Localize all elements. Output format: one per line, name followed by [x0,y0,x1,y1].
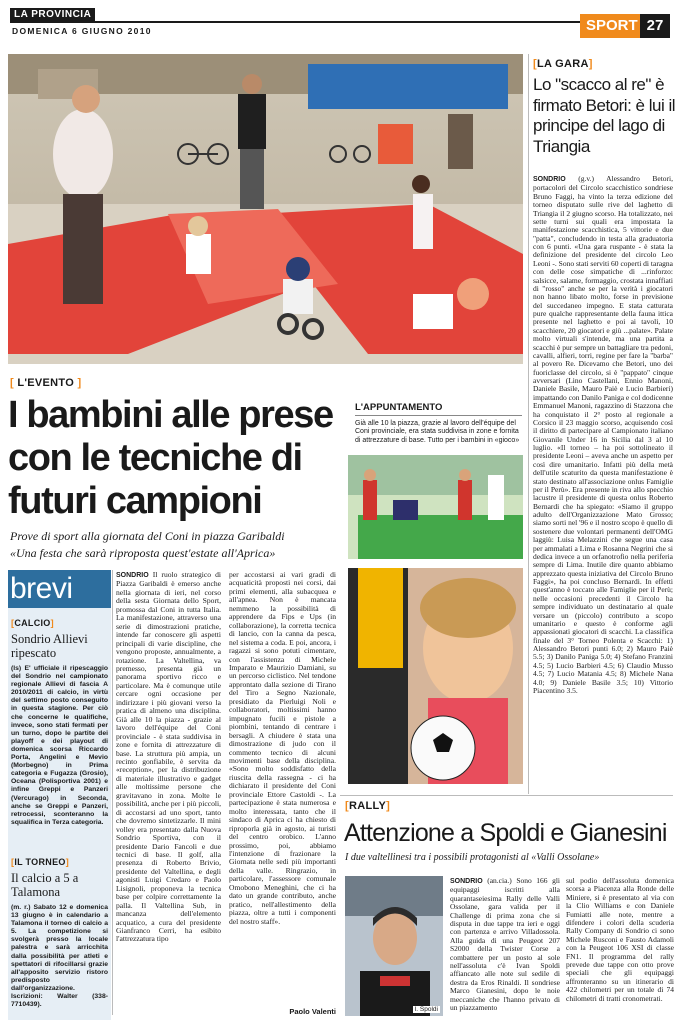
rally-body-col1 [450,877,560,1017]
brevi-sidebar [8,570,111,1020]
section-label [580,14,670,38]
gara-headline: Lo "scacco al re" è firmato Betori: è lui il principe del lago di Triangia [533,75,675,156]
rally-tag: [RALLY] [345,800,391,812]
evento-tag: [ L'EVENTO ] [10,377,82,389]
rally-headline: Attenzione a Spoldi e Gianesini [344,819,667,847]
appuntamento-photo-1 [348,455,523,559]
brevi-title: brevi [8,570,111,608]
evento-text-2: per accostarsi ai vari gradi di acquaticità proposti nei corsi, dai primi elementi, alla subacquea e all'apnea. Non è mancata nemmeno la possibilità di apprendere da Fips e Ups (in collaborazione), la corretta tecnica di lancio, con la canna da pesca, nel sistema a coda. E poi, ancora, i ragazzi si sono potuti cimentare, con l'assistenza di Michele Imparato e Maurizio Damiani, su un percorso ciclistico. Nel tendone approntato dalla sezione di Tirano del Tiro a Segno Nazionale, presidiato da Pierluigi Noli e collaboratori, moltissimi hanno impugnato fucili e pistole a piombini, tentando di centrare i bersagli. A chiudere è stata una dimostrazione di judo con il commento tecnico di alcuni movimenti base della disciplina. «Sono molto soddisfatto della riuscita della rassegna - ci ha dichiarato il presidente del Coni provinciale Ettore Castoldi -. La partecipazione è stata numerosa e molto interessata, tanto che il sindaco di Aprica ci ha chiesto di riproporla già in agosto, ai turisti del centro orobico. L'anno prossimo, poi, abbiamo l'intenzione di frazionare la Giornata nelle sedi più importanti della valle. Ringrazio, in particolare, l'assessore comunale Omobono Meneghini, che ci ha dato un grande contributo, anche pratico, nell'allestimento della piazza, oltre a tutti i componenti del nostro staff». [229,570,336,926]
rally-tag-label: RALLY [348,800,387,812]
col-rule-1 [112,570,113,1015]
masthead [10,8,670,48]
brevi-headline-torneo: Il calcio a 5 a Talamona [11,871,79,899]
rally-dateline: SONDRIO [450,878,483,885]
evento-subhead-1: Prove di sport alla giornata del Coni in piazza Garibaldi [10,529,285,543]
appuntamento-photo-2 [348,568,523,784]
rally-photo [345,876,443,1016]
child-ball-photo [348,568,523,784]
gara-body [533,175,673,787]
brevi-tag-calcio: [CALCIO] [11,618,54,628]
evento-dateline: SONDRIO [116,572,149,579]
evento-body-col1 [116,571,221,1019]
gara-dateline: SONDRIO [533,176,566,183]
col-rule-2 [528,54,529,794]
evento-headline: I bambini alle prese con le tecniche di futuri campioni [8,394,333,522]
evento-text-1: Il ruolo strategico di Piazza Garibaldi è emerso anche nella giornata di ieri, nel corso della sesta Giornata dello Sport, promossa dal Coni in tutta Italia. La manifestazione, attraverso una serie di dimostrazioni pratiche, intende far conoscere gli aspetti principali di varie discipline, che vengono proposte, annualmente, a rotazione. La Valtellina, va premesso, presenta già un panorama sportivo ricco e particolare. Ma è comunque utile cercare ogni occasione per indirizzare i più giovani verso la pratica di almeno una disciplina. Già alle 10 la piazza - grazie al lavoro dell'équipe del Coni provinciale - è stata suddivisa in zone e fornita di attrezzature di base. La struttura più ampia, un recinto gonfiabile, è servita da «reception», per la distribuzione di materiale illustrativo e gadget alle moltissime persone che gravitavano in zona. Molte le possibilità, anche per i più piccoli, di accostarsi ad uno sport, tanto che dovremo sintetizzarle. Il mini volley era presentato dalla Nuova Sondrio Sportiva, con il presidente Dario Fancoli e due tecnici di base. Il golf, alla presenza di Roberto Brivio, presidente del Valtellina, e degli agonisti Luigi Credaro e Paolo Lisignoli, proponeva la tecnica base per colpire correttamente la palla. Il Valtellina Sub, in mancanza dell'elemento acquatico, a cura del presidente Gianfranco Cerri, ha esibito l'attrezzatura tipo [116,570,221,944]
gara-tag: [LA GARA] [533,58,593,70]
appuntamento-title: L'APPUNTAMENTO [355,402,522,416]
appuntamento-box [355,402,522,445]
masthead-date: DOMENICA 6 GIUGNO 2010 [12,26,152,36]
brevi-text-calcio: (ls) E' ufficiale il ripescaggio del Sondrio nel campionato regionale Allievi di fascia A 2010/2011 di calcio, in virtù del settimo posto conseguito in questa stagione. Per ciò che concerne le qualifiche, invece, sono stati fermati per un turno, dopo le partite dei playoff e dei playout di domenica scorsa Riccardo Porta, Angelini e Mevio (Morbegno) in Prima categoria e Fugazza (Grosio), Oceana (Polisportiva 2001) e infine Greppi e Panzeri (Vercurago) in Seconda, anche se Greppi e Panzeri, retrocessi, sconteranno la squalifica in Terza categoria. [11,665,108,826]
rally-photo-caption: I. Spoldi [414,1006,438,1013]
brevi-text-torneo: (m. r.) Sabato 12 e domenica 13 giugno è in calendario a Talamona il torneo di calcio a 5. La competizione si svolgerà presso la locale palestra e sarà arricchita dalla possibilità per atleti e spettatori di rifocillarsi grazie all'apposito servizio ristoro predisposto dall'organizzazione. Iscrizioni: Walter (338-7710439). [11,904,108,1009]
main-photo-image [8,54,523,364]
judo-photo [348,455,523,559]
paper-name: LA PROVINCIA [10,8,95,21]
rally-text-1: (an.cia.) Sono 166 gli equipaggi iscritti alla quarantaseiesima Rally delle Valli Ossolane, gara valida per il Challenge di prima zona che si disputa in due tappe tra ieri e oggi con partenza e arrivo Villadossola. Alla guida di una Peugeot 207 S2000 della Twister Corse a combattere per un posto al sole nell'assoluta c'è Ivan Spoldi affiancato alle note sul sedile di destra da Eros Rinaldi. Il sondriese Marco Gianesini, dopo le noie meccaniche che l'hanno privato di un piazzamento [450,876,560,1013]
gara-tag-label: LA GARA [536,58,589,70]
evento-subhead-2: «Una festa che sarà riproposta quest'estate all'Aprica» [10,546,276,560]
appuntamento-text: Già alle 10 la piazza, grazie al lavoro dell'équipe del Coni provinciale, era stata suddivisa in zone e fornita di attrezzature di base. Tutto per i bambini in «gioco» [355,420,520,444]
section-name: SPORT [586,17,638,34]
rally-body-col2 [566,877,674,1017]
brevi-tag-torneo: [IL TORNEO] [11,857,69,867]
evento-tag-label: L'EVENTO [17,377,75,389]
driver-portrait [345,876,443,1016]
rally-text-2: sul podio dell'assoluta domenica scorsa a Piacenza alla Ronde delle Miniere, si è presentato al via con la Clio Williams e con Daniele Fumiatti alle note, mentre a difendere i colori della scuderia Rally Company di Sondrio ci sono Michele Rusconi e Fausto Adamoli con la Peugeot 106 XSI di classe FN1. Il programma del rally prevede due tappe con otto prove speciali che gli equipaggi affronteranno su un itinerario di 422 chilometri per un totale di 74 chilometri di tratti cronometrati. [566,876,674,1003]
gara-text: (g.v.) Alessandro Betori, portacolori del Circolo scacchistico sondriese Bruno Faggi, ha vinto la terza edizione del torneo disputato sulle rive del laghetto di Triangia il 2 giugno scorso. Ha totalizzato, nei sette turni sui quali era impostata la manifestazione scacchistica, 5 vittorie e due "patta", concludendo in testa alla graduatoria con 6 punti. «Una gara ruspante - è stata la definizione del presidente del circolo Leo Leoni -. Sono stati serviti 60 coperti di taragna con delle cose simpatiche di ...rinforzo: salsicce, salame, formaggio, crostata innaffiati di "rosso" anche se per la verità i giocatori non hanno libato molto, forse in previsione del succedaneo impegno. E stata catturata pure qualche rappresentante della fauna ittica presente nel laghetto e poi ai tavoli, 10 scacchiere, 20 giocatori e giù ...palate». Palate molto virtuali s'intende, ma una partita a scacchi è pur sempre un battagliare tra pedoni, cavalli, alfieri, torri, regine per fare la "barba" al povero Re. Dicevamo che Betori, uno dei fuoriclasse del circolo, si è "pappato" cinque avversari (Lino Castellani, Ennio Manoni, Daniele Basile, Mauro Paiè e Lucio Barbieri) impattando con Danilo Paniga e col dodicenne Emmanuel Manoni, ragazzino di Stazzona che ha conquistato il 2° posto al regionale a Corsico il 23 maggio scorso, acquisendo così il diritto di partecipare al Campionato italiano Giovanile Under 16 in Sicilia dal 3 al 10 luglio. «Il torneo – ha poi sottolineato il presidente Leoni – aveva anche un aspetto per così dire umanitario. Infatti più della metà dell'utile scaturito da questa manifestazione è stato destinato all'associazione onlus Famiglie per il Perù». Era presente in riva allo specchio lacustre il presidente di questa onlus Roberto Bernardi che ha spiegato: «Siamo il gruppo adulto dell'Organizzazione Mato Grosso; siamo sorti nel '96 e il nostro scopo è quello di sostenere due volontari permanenti dell'OMG laggiù: Luisa Melazzini che segue una casa per ammalati a Lima e Rosanna Negrini che si dedica invece a un orfanotrofio nella periferia sempre di Lima. Inutile dire quanto abbiamo apprezzato questa iniziativa del Circolo Bruno Faggi», ha poi concluso Bernardi. In effetti quest'anno è toccato alle Famiglie per il Perù; nelle occasioni precedenti il Circolo ha sempre individuato un destinatario al quale versare un (piccolo) contributo a scopo umanitario e questo è conforme agli appassionati giocatori di scacchi. La classifica finale del 3° Torneo Polenta e Scacchi: 1) Alessandro Betori punti 6.0; 2) Mauro Paiè 5.5; 3) Danilo Paniga 5.0; 4) Stefano Franzini 4.5; 5) Lucio Barbieri 4.5; 6) Claudio Musso 4.5; 7) Lucio Matania 4.5; 8) Michele Nana 4.0; 9) Daniele Basile 3.5; 10) Vittorio Piacentino 3.5. [533,174,673,695]
brevi-headline-calcio: Sondrio Allievi ripescato [11,632,88,660]
masthead-rule [10,21,580,23]
rally-subhead: I due valtellinesi tra i possibili protagonisti al «Valli Ossolane» [345,852,600,863]
section-divider [340,795,673,796]
page-number: 27 [640,14,670,38]
main-photo [8,54,523,364]
evento-byline: Paolo Valenti [289,1007,336,1016]
evento-body-col2 [229,571,336,1003]
